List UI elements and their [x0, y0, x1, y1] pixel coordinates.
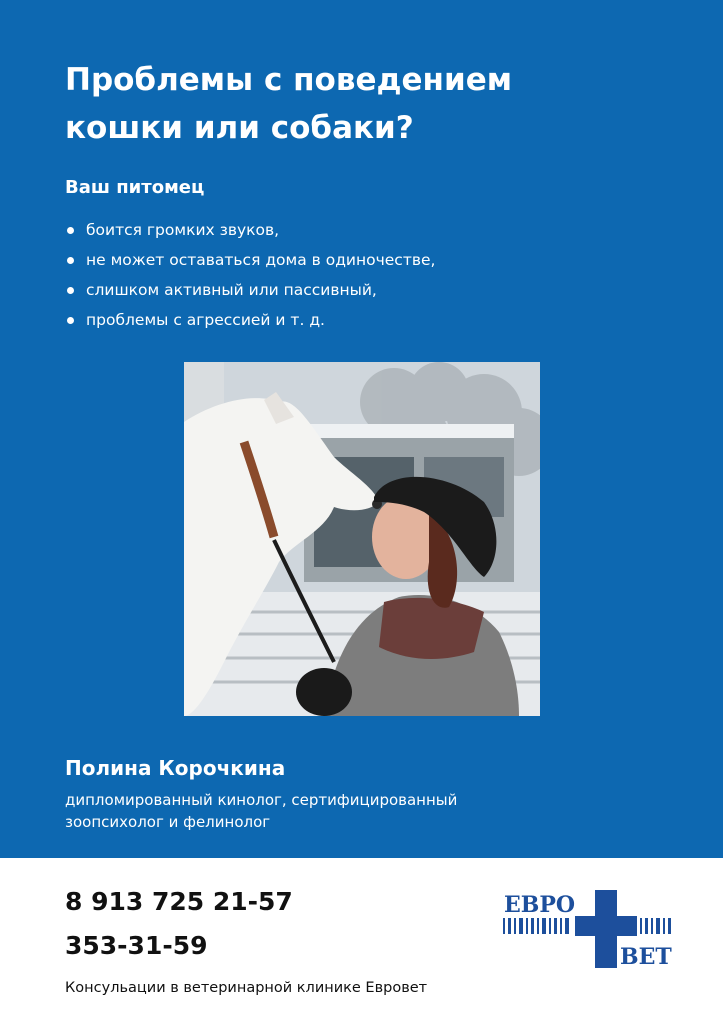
bullet-icon	[67, 317, 74, 324]
clinic-note: Консульации в ветеринарной клинике Евровет	[65, 980, 428, 996]
phone-number-mobile[interactable]: 8 913 725 21-57	[65, 887, 293, 916]
title-line-1: Проблемы с поведением	[65, 62, 513, 98]
list-item	[65, 215, 435, 245]
specialist-role-line-1: дипломированный кинолог, сертифицированный	[65, 791, 458, 809]
phone-number-landline[interactable]: 353-31-59	[65, 931, 208, 960]
evrovet-logo	[500, 888, 675, 970]
list-item	[65, 275, 435, 305]
logo-text-top: ЕВРО	[504, 892, 576, 918]
list-item-text: проблемы с агрессией и т. д.	[86, 311, 325, 329]
list-item	[65, 305, 435, 335]
specialist-name: Полина Корочкина	[65, 756, 286, 780]
page-title	[65, 56, 665, 152]
list-item-text: боится громких звуков,	[86, 221, 280, 239]
specialist-role-line-2: зоопсихолог и фелинолог	[65, 813, 271, 831]
symptoms-list	[65, 215, 435, 335]
specialist-photo	[184, 362, 540, 716]
logo-text-bottom: ВЕТ	[620, 944, 672, 970]
title-line-2: кошки или собаки?	[65, 110, 414, 146]
bullet-icon	[67, 257, 74, 264]
bullet-icon	[67, 287, 74, 294]
list-item-text: не может оставаться дома в одиночестве,	[86, 251, 436, 269]
list-item	[65, 245, 435, 275]
bullet-icon	[67, 227, 74, 234]
specialist-role	[65, 789, 625, 833]
list-item-text: слишком активный или пассивный,	[86, 281, 377, 299]
symptoms-heading: Ваш питомец	[65, 177, 205, 198]
